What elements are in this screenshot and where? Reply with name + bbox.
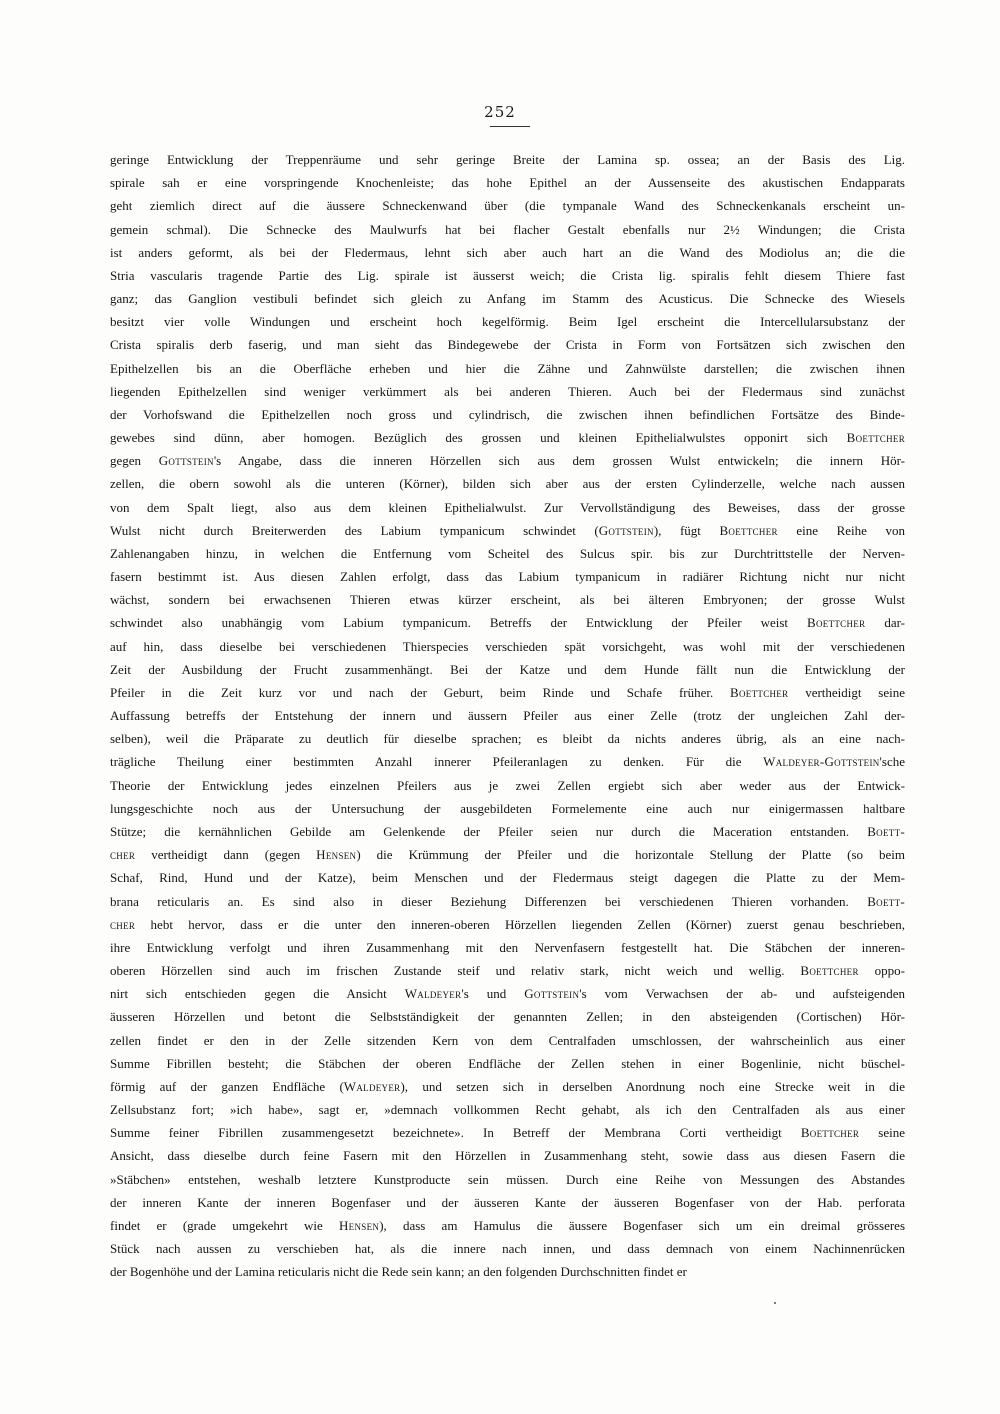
- text-run: Auffassung betreffs der Entstehung der innern und äussern Pfeiler aus einer Zelle (trotz der ungleichen Zahl der-: [110, 708, 905, 724]
- text-run: schwindet also unabhängig vom Labium tympanicum. Betreffs der Entwicklung der Pfeiler weist: [110, 615, 807, 631]
- text-line: [110, 1075, 905, 1098]
- text-run: Stria vascularis tragende Partie des Lig. spirale ist äusserst weich; die Crista lig. spiralis fehlt diesem Thiere fast: [110, 267, 905, 283]
- text-line: [110, 797, 905, 820]
- text-line: [110, 1121, 905, 1144]
- text-line: [110, 774, 905, 797]
- text-run: spirale sah er eine vorspringende Knochenleiste; das hohe Epithel an der Aussenseite des akustischen Endapparats: [110, 175, 905, 191]
- author-name: Hensen: [338, 1217, 380, 1233]
- text-line: [110, 241, 905, 264]
- text-line: [110, 1191, 905, 1214]
- text-line: [110, 519, 905, 542]
- text-line: [110, 357, 905, 380]
- text-run: Zahlenangaben hinzu, in welchen die Entfernung vom Scheitel des Sulcus spir. bis zur Durchtrittstelle der Nerven-: [110, 545, 905, 561]
- text-run: hebt hervor, dass er die unter den inneren-oberen Hörzellen liegenden Zellen (Körner) zuerst genau beschrieben,: [135, 916, 905, 932]
- text-line: [110, 913, 905, 936]
- author-name: cher: [110, 916, 136, 932]
- author-name: Gottstein: [158, 453, 214, 469]
- text-line: [110, 1005, 905, 1028]
- text-run: geringe Entwicklung der Treppenräume und sehr geringe Breite der Lamina sp. ossea; an der Basis des Lig.: [110, 152, 905, 167]
- text-line: [110, 1098, 905, 1121]
- text-run: ), und setzen sich in derselben Anordnung noch eine Strecke weit in die: [400, 1078, 905, 1094]
- text-line: [110, 890, 905, 913]
- text-run: oppo-: [858, 963, 905, 979]
- author-name: Boettcher: [807, 615, 866, 631]
- text-run: ist anders geformt, als bei der Fledermaus, lehnt sich aber auch hart an die Wand des Modiolus an; die die: [110, 244, 905, 260]
- text-line: [110, 1214, 905, 1237]
- text-line: [110, 496, 905, 519]
- text-line: [110, 310, 905, 333]
- text-line: [110, 658, 905, 681]
- text-run: liegenden Epithelzellen sind weniger verkümmert als bei anderen Thieren. Auch bei der Fledermaus sind zunächst: [110, 383, 905, 399]
- text-run: »Stäbchen» entstehen, weshalb letztere Kunstproducte sein müssen. Durch eine Reihe von Messungen des Abstandes: [110, 1171, 905, 1187]
- text-line: [110, 982, 905, 1005]
- text-run: findet er (grade umgekehrt wie: [110, 1217, 339, 1233]
- text-run: Epithelzellen bis an die Oberfläche erheben und hier die Zähne und Zahnwülste darstellen; die zwischen ihnen: [110, 360, 905, 376]
- text-run: ) die Krümmung der Pfeiler und die horizontale Stellung der Platte (so beim: [356, 847, 905, 863]
- text-run: wächst, sondern bei erwachsenen Thieren etwas kürzer erscheint, als bei älteren Embryonen; der grosse Wulst: [110, 592, 905, 608]
- text-run: auf hin, dass dieselbe bei verschiedenen Thierspecies verschieden spät vorsichgeht, was wohl mit der verschiedenen: [110, 638, 905, 654]
- author-name: Boett-: [867, 823, 905, 839]
- text-run: Schaf, Rind, Hund und der Katze), beim Menschen und der Fledermaus steigt dagegen die Platte zu der Mem-: [110, 870, 905, 886]
- text-run: 's Angabe, dass die inneren Hörzellen sich aus dem grossen Wulst entwickeln; die innern Hör-: [213, 453, 905, 469]
- text-line: [110, 820, 905, 843]
- text-run: von dem Spalt liegt, also aus dem kleinen Epithelialwulst. Zur Vervollständigung des Beweises, dass der grosse: [110, 499, 905, 515]
- text-line: [110, 681, 905, 704]
- text-run: der Vorhofswand die Epithelzellen noch gross und cylindrisch, die zwischen ihnen befindlichen Fortsätze des Binde-: [110, 406, 905, 422]
- text-run: Stück nach aussen zu verschieben hat, als die innere nach innen, und dass demnach von einem Nachinnenrücken: [110, 1241, 905, 1257]
- text-line: [110, 1052, 905, 1075]
- text-run: gemein schmal). Die Schnecke des Maulwurfs hat bei flacher Gestalt ebenfalls nur 2½ Windungen; die Crista: [110, 221, 905, 237]
- text-run: nirt sich entschieden gegen die Ansicht: [110, 986, 405, 1002]
- text-line: [110, 704, 905, 727]
- text-run: Theorie der Entwicklung jedes einzelnen Pfeilers aus je zwei Zellen ergiebt sich aber weder aus der Entwick-: [110, 777, 905, 793]
- text-line: [110, 565, 905, 588]
- text-line: [110, 1168, 905, 1191]
- text-run: Crista spiralis derb faserig, und man sieht das Bindegewebe der Crista in Form von Fortsätzen sich zwischen den: [110, 337, 905, 353]
- text-line: [110, 750, 905, 773]
- text-run: förmig auf der ganzen Endfläche (: [110, 1078, 344, 1094]
- text-line: [110, 843, 905, 866]
- text-line: [110, 936, 905, 959]
- author-name: cher: [110, 847, 136, 863]
- text-run: geht ziemlich direct auf die äussere Schneckenwand über (die tympanale Wand des Schneckenkanals erscheint un-: [110, 198, 905, 214]
- text-line: [110, 1029, 905, 1052]
- text-run: Summe feiner Fibrillen zusammengesetzt bezeichnete». In Betreff der Membrana Corti vertheidigt: [110, 1125, 801, 1141]
- text-run: der inneren Kante der inneren Bogenfaser und der äusseren Kante der äusseren Bogenfaser von der Hab. perforata: [110, 1194, 905, 1210]
- page-number: 252: [484, 103, 516, 121]
- text-line: [110, 148, 905, 171]
- author-name: Hensen: [316, 847, 357, 863]
- text-line: [110, 866, 905, 889]
- text-run: vertheidigt seine: [788, 684, 906, 700]
- text-line: [110, 380, 905, 403]
- text-run: ), dass am Hamulus die äussere Bogenfaser sich um ein dreimal grösseres: [379, 1217, 905, 1233]
- author-name: Boettcher: [800, 963, 859, 979]
- page-number-rule: [490, 126, 530, 127]
- author-name: Waldeyer: [404, 986, 462, 1002]
- text-line: [110, 194, 905, 217]
- text-run: Summe Fibrillen besteht; die Stäbchen der oberen Endfläche der Zellen stehen in einer Bogenlinie, nicht büschel-: [110, 1055, 905, 1071]
- text-run: 's und: [461, 986, 525, 1002]
- text-run: dar-: [865, 615, 906, 631]
- text-line: [110, 472, 905, 495]
- text-run: selben), weil die Präparate zu deutlich für dieselbe sprachen; es bleibt da nichts anderes übrig, als an eine nach-: [110, 731, 905, 747]
- text-run: gegen: [110, 453, 159, 469]
- text-run: ), fügt: [653, 522, 720, 538]
- text-run: besitzt vier volle Windungen und erscheint hoch kegelförmig. Beim Igel erscheint die Intercellularsubstanz der: [110, 314, 905, 330]
- text-run: eine Reihe von: [777, 522, 905, 538]
- author-name: Waldeyer: [343, 1078, 401, 1094]
- text-run: der Bogenhöhe und der Lamina reticularis nicht die Rede sein kann; an den folgenden Durchschnitten findet er: [110, 1264, 687, 1280]
- text-run: oberen Hörzellen sind auch im frischen Zustande steif und relativ stark, nicht weich und wellig.: [110, 963, 801, 979]
- text-run: trägliche Theilung einer bestimmten Anzahl innerer Pfeileranlagen zu denken. Für die: [110, 754, 764, 770]
- author-name: Boettcher: [800, 1125, 860, 1141]
- text-run: seine: [859, 1125, 905, 1141]
- text-line: [110, 287, 905, 310]
- text-run: fasern bestimmt ist. Aus diesen Zahlen erfolgt, dass das Labium tympanicum in radiärer Richtung nicht nur nicht: [110, 569, 905, 585]
- author-name: Gottstein: [598, 522, 654, 538]
- text-run: Stütze; die kernähnlichen Gebilde am Gelenkende der Pfeiler seien nur durch die Maceration entstanden.: [110, 823, 868, 839]
- text-run: vertheidigt dann (gegen: [135, 847, 317, 863]
- print-speck: [774, 1302, 776, 1304]
- text-run: Ansicht, dass dieselbe durch feine Fasern mit den Hörzellen in Zusammenhang steht, sowie dass aus diesen Fasern die: [110, 1148, 905, 1164]
- text-line: [110, 959, 905, 982]
- text-run: Zellsubstanz fort; »ich habe», sagt er, »demnach vollkommen Recht gehabt, als ich den Centralfaden als aus einer: [110, 1102, 905, 1118]
- text-run: lungsgeschichte noch aus der Untersuchung der ausgebildeten Formelemente eine auch nur einigermassen haltbare: [110, 800, 905, 816]
- text-run: zellen findet er den in der Zelle sitzenden Kern von dem Centralfaden umschlossen, der wahrscheinlich aus einer: [110, 1032, 905, 1048]
- text-run: brana reticularis an. Es sind also in dieser Beziehung Differenzen bei verschiedenen Thieren vorhanden.: [110, 893, 868, 909]
- text-run: ganz; das Ganglion vestibuli befindet sich gleich zu Anfang im Stamm des Acusticus. Die Schnecke des Wiesels: [110, 291, 905, 307]
- text-line: [110, 218, 905, 241]
- text-line: [110, 449, 905, 472]
- text-run: zellen, die obern sowohl als die unteren (Körner), bilden sich aber aus der ersten Cylinderzelle, welche nach aussen: [110, 476, 905, 492]
- text-line: [110, 727, 905, 750]
- text-line: [110, 588, 905, 611]
- author-name: Boett-: [867, 893, 905, 909]
- text-line: [110, 1260, 905, 1283]
- text-run: 's vom Verwachsen der ab- und aufsteigenden: [579, 986, 905, 1002]
- text-run: 'sche: [879, 754, 905, 770]
- author-name: Boettcher: [719, 522, 778, 538]
- text-line: [110, 611, 905, 634]
- body-text: [110, 148, 905, 1283]
- author-name: Boettcher: [846, 430, 905, 446]
- text-line: [110, 171, 905, 194]
- text-line: [110, 264, 905, 287]
- text-line: [110, 1144, 905, 1167]
- text-line: [110, 403, 905, 426]
- text-run: Wulst nicht durch Breiterwerden des Labium tympanicum schwindet (: [110, 522, 599, 538]
- text-line: [110, 333, 905, 356]
- text-run: ihre Entwicklung verfolgt und ihren Zusammenhang mit den Nervenfasern festgestellt hat. Die Stäbchen der inneren-: [110, 939, 905, 955]
- text-run: gewebes sind dünn, aber homogen. Bezüglich des grossen und kleinen Epithelialwulstes opponirt sich: [110, 430, 847, 446]
- author-name: Gottstein: [524, 986, 580, 1002]
- text-run: Zeit der Ausbildung der Frucht zusammenhängt. Bei der Katze und dem Hunde fällt nun die Entwicklung der: [110, 661, 905, 677]
- text-line: [110, 426, 905, 449]
- text-run: Pfeiler in die Zeit kurz vor und nach der Geburt, beim Rinde und Schafe früher.: [110, 684, 731, 700]
- text-line: [110, 635, 905, 658]
- author-name: Boettcher: [730, 684, 789, 700]
- text-run: äusseren Hörzellen und betont die Selbstständigkeit der genannten Zellen; in den absteigenden (Cortischen) Hör-: [110, 1009, 905, 1025]
- text-line: [110, 1237, 905, 1260]
- text-line: [110, 542, 905, 565]
- author-name: Waldeyer-Gottstein: [763, 754, 880, 770]
